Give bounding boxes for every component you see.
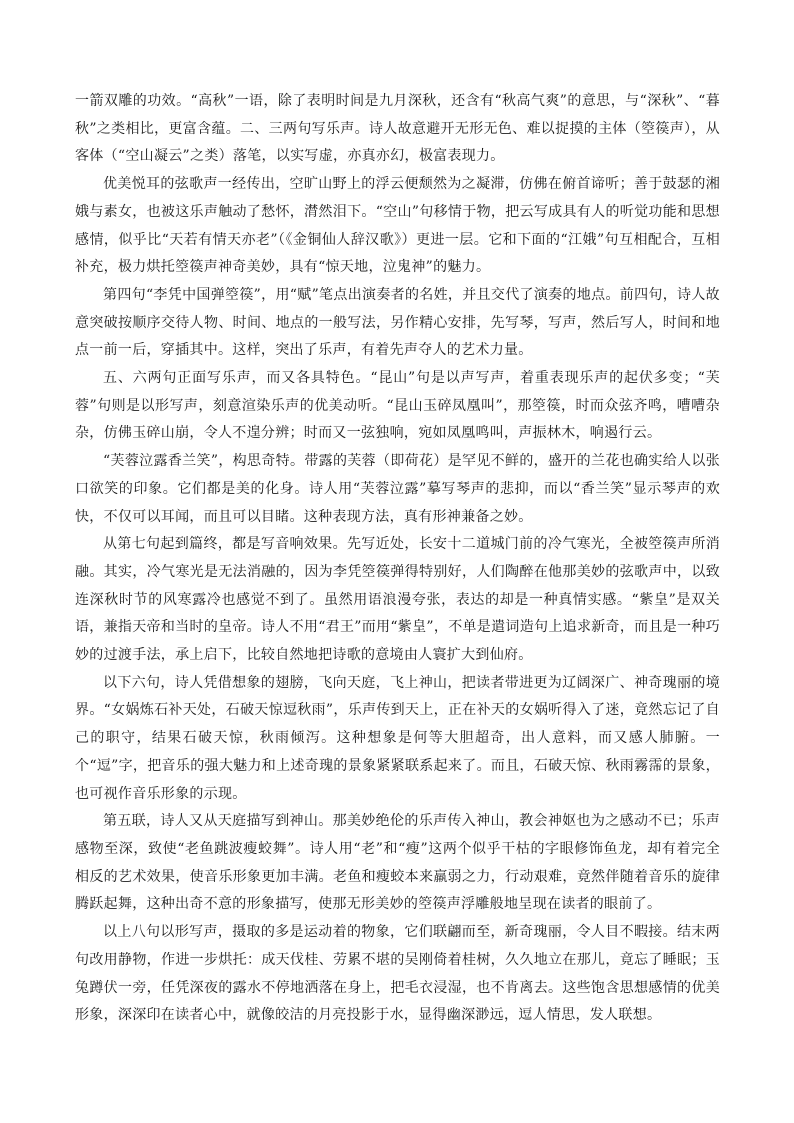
paragraph-7: 以下六句，诗人凭借想象的翅膀，飞向天庭，飞上神山，把读者带进更为辽阔深广、神奇瑰丽的境界。“女娲炼石补天处，石破天惊逗秋雨”，乐声传到天上，正在补天的女娲听得入了迷，竟然忘记了自己的职守，结果石破天惊，秋雨倾泻。这种想象是何等大胆超奇，出人意料，而又感人肺腑。一个“逗”字，把音乐的强大魅力和上述奇瑰的景象紧紧联系起来了。而且，石破天惊、秋雨霧霈的景象，也可视作音乐形象的示现。 bbox=[75, 674, 720, 802]
paragraph-8: 第五联，诗人又从天庭描写到神山。那美妙绝伦的乐声传入神山，教会神妪也为之感动不已；乐声感物至深，致使“老鱼跳波瘦蛟舞”。诗人用“老”和“瘦”这两个似乎干枯的字眼修饰鱼龙，却有着完全相反的艺术效果，使音乐形象更加丰满。老鱼和瘦蛟本来羸弱之力，行动艰难，竟然伴随着音乐的旋律腾跃起舞，这种出奇不意的形象描写，使那无形美妙的箜篌声浮雕般地呈现在读者的眼前了。 bbox=[75, 813, 720, 913]
paragraph-9: 以上八句以形写声，摄取的多是运动着的物象，它们联翩而至，新奇瑰丽，令人目不暇接。结末两句改用静物，作进一步烘托：成天伐桂、劳累不堪的吴刚倚着桂树，久久地立在那儿，竟忘了睡眠；玉兔蹲伏一旁，任凭深夜的露水不停地洒落在身上，把毛衣浸湿，也不肯离去。这些饱含思想感情的优美形象，深深印在读者心中，就像皎洁的月亮投影于水，显得幽深渺远，逗人情思，发人联想。 bbox=[75, 924, 720, 1024]
article-body bbox=[75, 88, 720, 1030]
paragraph-5: “芙蓉泣露香兰笑”，构思奇特。带露的芙蓉（即荷花）是罕见不鲜的，盛开的兰花也确实给人以张口欲笑的印象。它们都是美的化身。诗人用“芙蓉泣露”摹写琴声的悲抑，而以“香兰笑”显示琴声的欢快，不仅可以耳闻，而且可以目睹。这种表现方法，真有形神兼备之妙。 bbox=[75, 453, 720, 525]
paragraph-3: 第四句“李凭中国弹箜篌”，用“赋”笔点出演奏者的名姓，并且交代了演奏的地点。前四句，诗人故意突破按顺序交待人物、时间、地点的一般写法，另作精心安排，先写琴，写声，然后写人，时间和地点一前一后，穿插其中。这样，突出了乐声，有着先声夺人的艺术力量。 bbox=[75, 286, 720, 359]
paragraph-6: 从第七句起到篇终，都是写音响效果。先写近处，长安十二道城门前的冷气寒光，全被箜篌声所消融。其实，冷气寒光是无法消融的，因为李凭箜篌弹得特别好，人们陶醉在他那美妙的弦歌声中，以致连深秋时节的风寒露冷也感觉不到了。虽然用语浪漫夸张，表达的却是一种真情实感。“紫皇”是双关语，兼指天帝和当时的皇帝。诗人不用“君王”而用“紫皇”，不单是遣词造句上追求新奇，而且是一种巧妙的过渡手法，承上启下，比较自然地把诗歌的意境由人寰扩大到仙府。 bbox=[75, 536, 720, 664]
paragraph-2: 优美悦耳的弦歌声一经传出，空旷山野上的浮云便颓然为之凝滞，仿佛在俯首谛听；善于鼓瑟的湘娥与素女，也被这乐声触动了愁怀，潸然泪下。“空山”句移情于物，把云写成具有人的听觉功能和思想感情，似乎比“天若有情天亦老”（《金铜仙人辞汉歌》）更进一层。它和下面的“江娥”句互相配合，互相补充，极力烘托箜篌声神奇美妙，具有“惊天地，泣鬼神”的魅力。 bbox=[75, 176, 720, 276]
paragraph-4: 五、六两句正面写乐声，而又各具特色。“昆山”句是以声写声，着重表现乐声的起伏多变；“芙蓉”句则是以形写声，刻意渲染乐声的优美动听。“昆山玉碎凤凰叫”，那箜篌，时而众弦齐鸣，嘈嘈杂杂，仿佛玉碎山崩，令人不遑分辨；时而又一弦独响，宛如凤凰鸣叫，声振林木，响遏行云。 bbox=[75, 370, 720, 442]
paragraph-1: 一箭双雕的功效。“高秋”一语，除了表明时间是九月深秋，还含有“秋高气爽”的意思，与“深秋”、“暮秋”之类相比，更富含蕴。二、三两句写乐声。诗人故意避开无形无色、难以捉摸的主体（箜篌声），从客体（“空山凝云”之类）落笔，以实写虚，亦真亦幻，极富表现力。 bbox=[75, 93, 720, 165]
